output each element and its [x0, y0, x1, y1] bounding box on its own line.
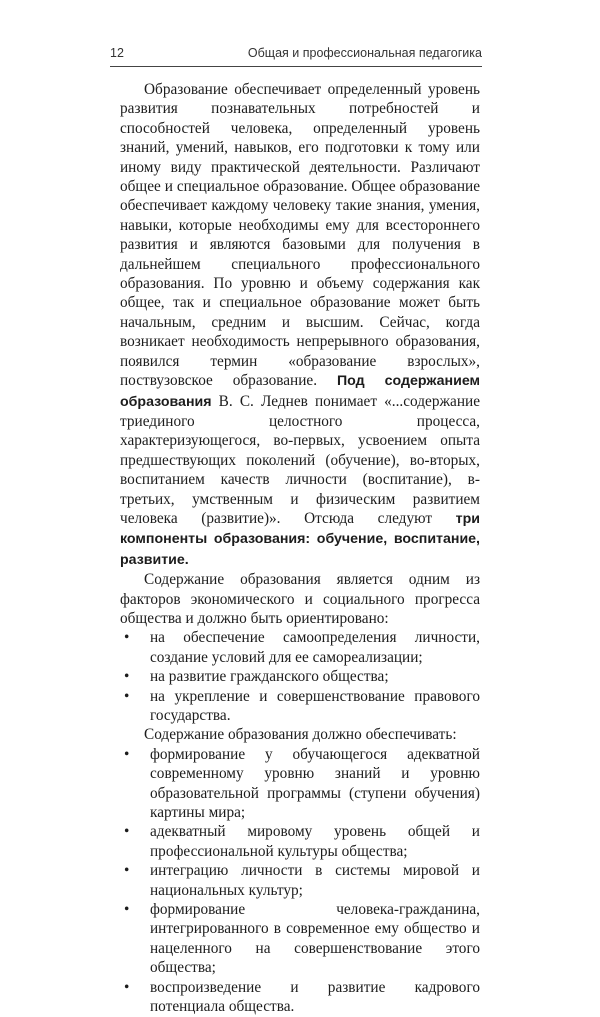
list-item: • на обеспечение самоопределения личности, создание условий для ее самореализации;	[124, 629, 480, 666]
list-item: • воспроизведение и развитие кадрового потенциала общества.	[124, 978, 480, 1016]
header-rule	[110, 66, 482, 67]
paragraph-provides-intro: Содержание образования должно обеспечивать:	[144, 726, 457, 744]
paragraph-education	[120, 80, 480, 570]
bullet-list-provides	[120, 745, 480, 1017]
bullet-icon: •	[124, 901, 130, 919]
paragraph-text: В. С. Леднев понимает «...содержание триединого целостного процесса, характеризующегося, во-первых, усвоением опыта предшествующих поколений (обучение), во-вторых, воспитанием качеств личности (воспитание), в-третьих, умственным и физическим развитием человека (развитие)». Отсюда следуют	[120, 392, 480, 527]
bold-term: Под содержанием образования	[120, 373, 481, 410]
list-item: • на укрепление и совершенствование правового государства.	[124, 687, 480, 724]
paragraph-text: Образование обеспечивает определенный уровень развития познавательных потребностей и способностей человека, определенный уровень знаний, умений, навыков, его подготовки к тому или иному виду практической деятельности. Различают общее и специальное образование. Общее образование обеспечивает каждому человеку такие знания, умения, навыки, которые необходимы ему для всестороннего развития и являются базовыми для получения в дальнейшем специального профессионального образования. По уровню и объему содержания как общее, так и специальное образование может быть начальным, средним и высшим. Сейчас, когда возникает необходимость непрерывного образования, появился термин «образование взрослых», поствузовское образование.	[120, 81, 480, 390]
page-header	[110, 46, 482, 68]
bullet-list-orientation	[120, 628, 480, 725]
running-title: Общая и профессиональная педагогика	[247, 46, 482, 60]
paragraph-content-intro: Содержание образования является одним из факторов экономического и социального прогресса общества и должно быть ориентировано:	[120, 571, 480, 627]
list-item: • адекватный мировому уровень общей и профессиональной культуры общества;	[124, 823, 480, 860]
bullet-icon: •	[124, 687, 130, 705]
list-item: • формирование у обучающегося адекватной современному уровню знаний и уровню образовательной программы (ступени обучения) картины мира;	[124, 745, 480, 822]
page-number: 12	[110, 46, 124, 60]
bullet-icon: •	[124, 862, 130, 880]
bullet-icon: •	[124, 668, 130, 686]
bullet-icon: •	[124, 629, 130, 647]
list-item: • формирование человека-гражданина, интегрированного в современное ему общество и нацеленного на совершенствование этого общества;	[124, 901, 480, 977]
list-item: • интеграцию личности в системы мировой и национальных культур;	[124, 862, 480, 899]
bullet-icon: •	[124, 823, 130, 841]
bold-term: три компоненты образования: обучение, воспитание, развитие.	[120, 510, 480, 568]
list-item: • на развитие гражданского общества;	[124, 668, 389, 686]
body-text	[120, 80, 480, 1017]
bullet-icon: •	[124, 745, 130, 763]
bullet-icon: •	[124, 978, 130, 996]
